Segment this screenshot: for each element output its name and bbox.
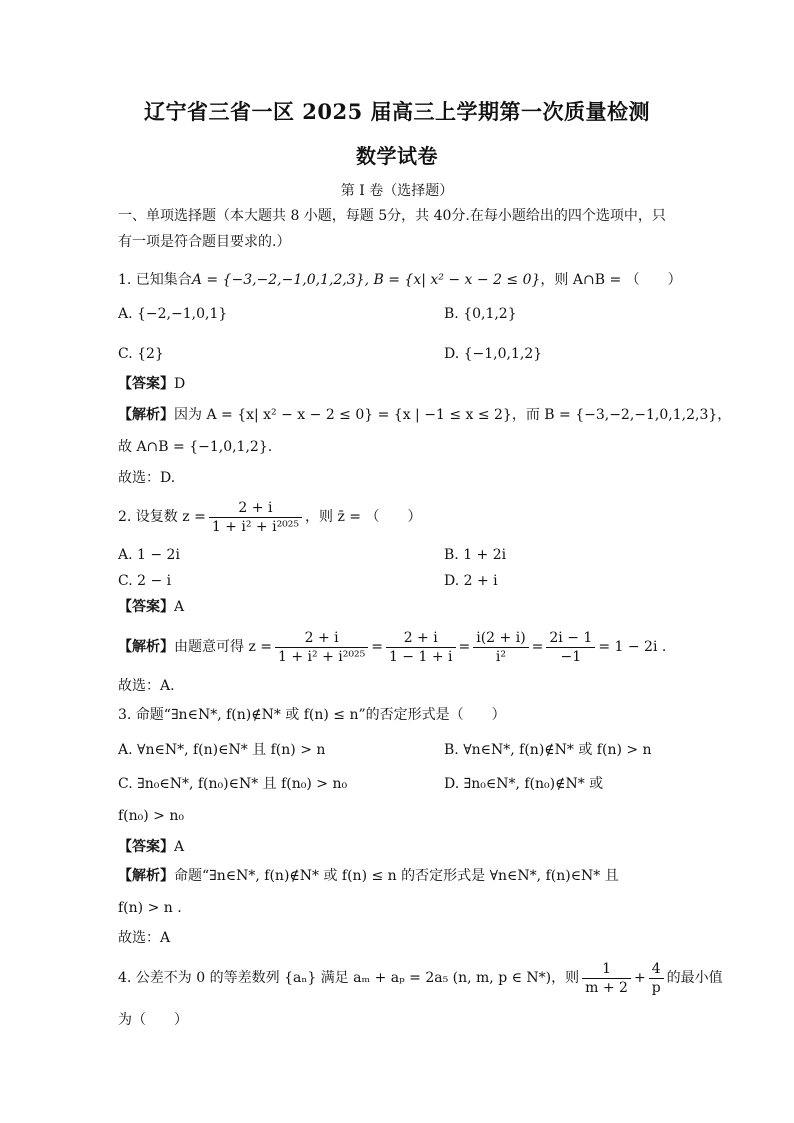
q2-option-d: D. 2 + i — [444, 573, 498, 589]
q1-stem — [118, 270, 682, 290]
q2-fraction — [209, 499, 302, 536]
q1-analysis-line1: 因为 A = {x| x² − x − 2 ≤ 0} = {x | −1 ≤ x ≤ 2}，而 B = {−3,−2,−1,0,1,2,3}， — [174, 407, 732, 423]
q3-option-a: A. ∀n∈N*, f(n)∈N* 且 f(n) > n — [118, 742, 326, 758]
q3-answer — [118, 837, 184, 857]
q3-option-d: D. ∃n₀∈N*, f(n₀)∉N* 或 — [444, 776, 604, 792]
fraction-num: 2 + i — [275, 629, 368, 648]
q4-fraction-2 — [649, 960, 664, 997]
q1-answer — [118, 374, 185, 394]
fraction-den: 1 + i² + i²⁰²⁵ — [278, 648, 366, 665]
q2-choose: 故选：A. — [118, 678, 175, 694]
q1-stem-sets: A = {−3,−2,−1,0,1,2,3}, B = {x| x² − x − 2 ≤ 0} — [191, 272, 541, 288]
answer-label: 【答案】 — [118, 376, 174, 392]
analysis-label: 【解析】 — [118, 868, 174, 884]
q2-answer-value: A — [174, 599, 185, 615]
q3-analysis — [118, 866, 619, 886]
answer-label: 【答案】 — [118, 599, 174, 615]
fraction-den: p — [651, 979, 661, 996]
q2-option-c: C. 2 − i — [118, 573, 172, 589]
part-heading-line2: 有一项是符合题目要求的.） — [118, 234, 291, 250]
q1-analysis-line2: 故 A∩B = {−1,0,1,2}. — [118, 439, 273, 455]
q2-analysis: 【解析】由题意可得 z = $\frac{2 + i}{\text{1 + i² + i²⁰²⁵}}$ = $\frac{2 + i}{1 - 1 + i}$ = $\frac{i(2 + i)}{\text{i²}}$ = $\frac{2i - 1}{-1}$ = 1 − 2i . — [118, 629, 667, 665]
q1-option-a: A. {−2,−1,0,1} — [118, 306, 228, 322]
q4-stem — [118, 956, 723, 1000]
q2-stem — [118, 497, 421, 537]
q2-analysis-fraction-2 — [386, 629, 456, 666]
q2-analysis-fraction-4 — [546, 629, 595, 666]
q2-analysis-suffix: = 1 − 2i . — [598, 639, 667, 655]
q2-answer — [118, 597, 184, 617]
q1-analysis — [118, 405, 731, 425]
q4-stem-line2: 为（ ） — [118, 1012, 188, 1028]
q1-option-c: C. {2} — [118, 346, 164, 362]
q2-stem-prefix: 2. 设复数 z = — [118, 509, 206, 525]
fraction-den: m + 2 — [585, 979, 628, 996]
q2-option-a: A. 1 − 2i — [118, 547, 180, 563]
q3-answer-value: A — [174, 839, 185, 855]
q3-option-d-continued: f(n₀) > n₀ — [118, 808, 184, 824]
fraction-num: i(2 + i) — [473, 629, 528, 648]
fraction-den: −1 — [560, 648, 582, 665]
answer-label: 【答案】 — [118, 839, 174, 855]
q2-analysis-fraction-3 — [473, 629, 528, 666]
q2-option-b: B. 1 + 2i — [444, 547, 507, 563]
q2-fraction-num: 2 + i — [209, 499, 302, 518]
q3-option-c: C. ∃n₀∈N*, f(n₀)∈N* 且 f(n₀) > n₀ — [118, 776, 348, 792]
q3-choose: 故选：A — [118, 930, 171, 946]
exam-title: 辽宁省三省一区 2025 届高三上学期第一次质量检测 — [143, 99, 651, 124]
q4-fraction-1 — [582, 960, 631, 997]
q3-analysis-line2: f(n) > n . — [118, 900, 182, 916]
q1-answer-value: D — [174, 376, 186, 392]
fraction-num: 1 — [582, 960, 631, 979]
analysis-label: 【解析】 — [118, 639, 174, 655]
q1-stem-prefix: 1. 已知集合 — [118, 272, 192, 288]
q2-stem-suffix: ，则 z̄ = （ ） — [305, 509, 422, 525]
fraction-den: i² — [495, 648, 506, 665]
fraction-den: 1 − 1 + i — [388, 648, 453, 665]
q2-fraction-den: 1 + i² + i²⁰²⁵ — [211, 518, 300, 535]
fraction-num: 4 — [649, 960, 664, 979]
q3-option-b: B. ∀n∈N*, f(n)∉N* 或 f(n) > n — [444, 742, 652, 758]
q1-option-b: B. {0,1,2} — [444, 306, 517, 322]
exam-subtitle: 数学试卷 — [356, 144, 438, 168]
section-heading: 第 I 卷（选择题） — [340, 183, 454, 199]
fraction-num: 2 + i — [386, 629, 456, 648]
q3-stem: 3. 命题“∃n∈N*, f(n)∉N* 或 f(n) ≤ n”的否定形式是（ ） — [118, 707, 506, 723]
q3-analysis-line1: 命题“∃n∈N*, f(n)∉N* 或 f(n) ≤ n 的否定形式是 ∀n∈N*, f(n)∈N* 且 — [174, 868, 619, 884]
q4-stem-prefix: 4. 公差不为 0 的等差数列 {aₙ} 满足 aₘ + aₚ = 2a₅ (n, m, p ∈ N*)，则 — [118, 970, 580, 986]
q1-choose: 故选：D. — [118, 470, 176, 486]
part-heading-line1: 一、单项选择题（本大题共 8 小题，每题 5分，共 40分.在每小题给出的四个选项中，只 — [118, 208, 666, 224]
q4-stem-suffix: 的最小值 — [666, 970, 723, 986]
q1-stem-suffix: ，则 A∩B = （ ） — [540, 272, 682, 288]
q4-plus: + — [633, 970, 646, 986]
fraction-num: 2i − 1 — [546, 629, 595, 648]
analysis-label: 【解析】 — [118, 407, 174, 423]
q2-analysis-prefix: 由题意可得 z = — [174, 639, 273, 655]
q2-analysis-fraction-1 — [275, 629, 368, 666]
q1-option-d: D. {−1,0,1,2} — [444, 346, 543, 362]
